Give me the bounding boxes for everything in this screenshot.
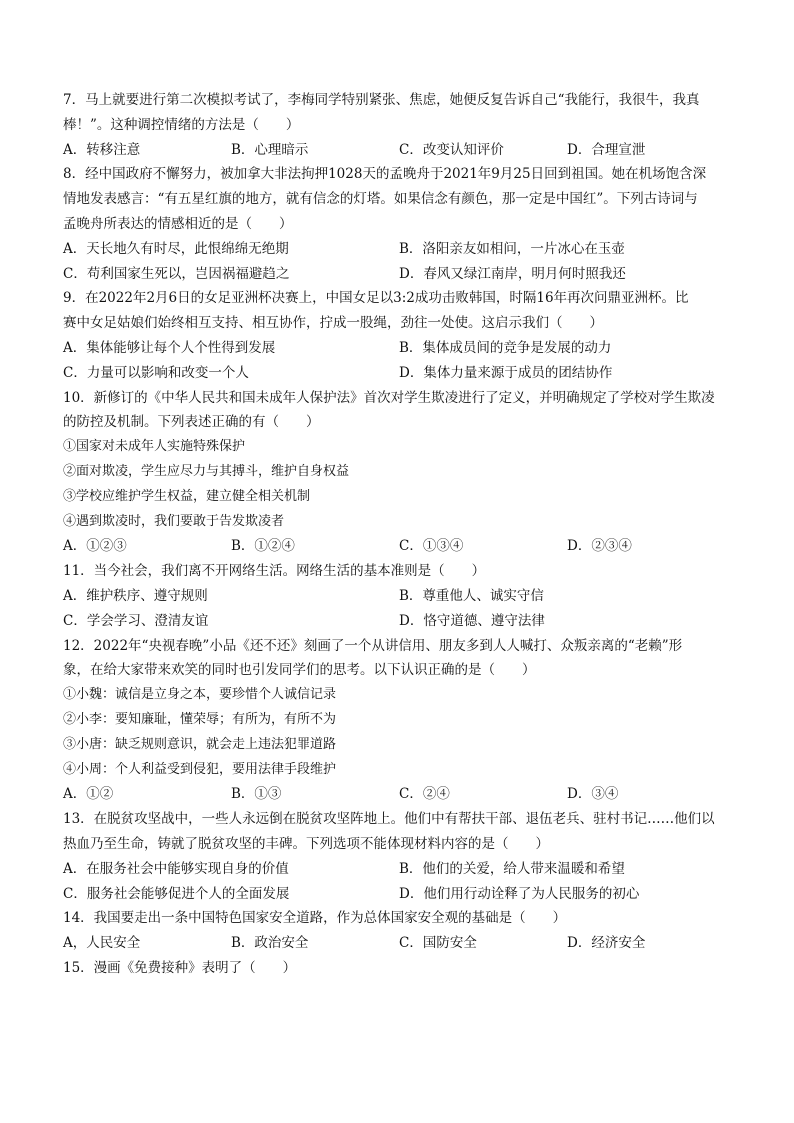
question-11-stem xyxy=(63,559,743,584)
question-8-stem xyxy=(63,162,743,236)
option-d: D．他们用行动诠释了为人民服务的初心 xyxy=(399,885,640,902)
option-d: D．③④ xyxy=(567,786,619,803)
stem-line: 热血乃至生命，铸就了脱贫攻坚的丰碑。下列选项不能体现材料内容的是（ ） xyxy=(63,835,549,852)
option-a: A．天长地久有时尽，此恨绵绵无绝期 xyxy=(63,240,289,257)
question-12-options xyxy=(63,782,743,807)
question-13-stem xyxy=(63,807,743,857)
question-15-stem xyxy=(63,956,743,981)
stem-line: 7．马上就要进行第二次模拟考试了，李梅同学特别紧张、焦虑，她便反复告诉自己“我能行，我很牛，我真 xyxy=(63,92,700,108)
stem-line: 棒！”。这种调控情绪的方法是（ ） xyxy=(63,116,300,133)
option-a: A．在服务社会中能够实现自身的价值 xyxy=(63,860,289,877)
statement-4: ④小周：个人利益受到侵犯，要用法律手段维护 xyxy=(63,761,337,777)
option-b: B．洛阳亲友如相问，一片冰心在玉壶 xyxy=(399,240,625,257)
stem-line: 15．漫画《免费接种》表明了（ ） xyxy=(63,960,297,976)
option-d: D．集体力量来源于成员的团结协作 xyxy=(399,364,613,381)
stem-line: 12．2022年“央视春晚”小品《还不还》刻画了一个从讲信用、朋友多到人人喊打、众叛亲离的“老赖”形 xyxy=(63,637,683,654)
option-a: A．①②③ xyxy=(63,538,127,555)
stem-line: 10．新修订的《中华人民共和国未成年人保护法》首次对学生欺凌进行了定义，并明确规定了学校对学生欺凌 xyxy=(63,389,715,406)
option-d: D．合理宣泄 xyxy=(567,141,646,158)
stem-line: 8．经中国政府不懈努力，被加拿大非法拘押1028天的孟晚舟于2021年9月25日回到祖国。她在机场饱含深 xyxy=(63,166,707,183)
option-b: B．心理暗示 xyxy=(231,141,309,158)
question-9-options-row1 xyxy=(63,336,743,361)
question-8-options-row2 xyxy=(63,262,743,287)
option-a: A．维护秩序、遵守规则 xyxy=(63,588,208,604)
option-d: D．春风又绿江南岸，明月何时照我还 xyxy=(399,265,626,282)
option-a: A，人民安全 xyxy=(63,935,141,952)
option-b: B．他们的关爱，给人带来温暖和希望 xyxy=(399,860,625,877)
option-a: A．转移注意 xyxy=(63,141,141,158)
statement-1: ①小魏：诚信是立身之本，要珍惜个人诚信记录 xyxy=(63,687,337,703)
question-10-stem xyxy=(63,386,743,436)
option-d: D．经济安全 xyxy=(567,935,646,952)
question-7-options xyxy=(63,138,743,163)
question-8-options-row1 xyxy=(63,237,743,262)
option-c: C．苟利国家生死以，岂因祸福避趋之 xyxy=(63,265,290,282)
question-7-stem xyxy=(63,88,743,138)
option-d: D．②③④ xyxy=(567,538,632,555)
option-a: A．集体能够让每个人个性得到发展 xyxy=(63,340,276,356)
option-c: C．改变认知评价 xyxy=(399,141,504,158)
question-12-stem xyxy=(63,634,743,684)
option-b: B．①②④ xyxy=(231,538,295,555)
stem-line: 9．在2022年2月6日的女足亚洲杯决赛上，中国女足以3:2成功击败韩国，时隔16年再次问鼎亚洲杯。比 xyxy=(63,290,689,307)
statement-2: ②小李：要知廉耻，懂荣辱；有所为，有所不为 xyxy=(63,712,337,727)
option-c: C．学会学习、澄清友谊 xyxy=(63,612,209,629)
option-c: C．②④ xyxy=(399,786,450,803)
stem-line: 14．我国要走出一条中国特色国家安全道路，作为总体国家安全观的基础是（ ） xyxy=(63,910,567,927)
stem-line: 象，在给大家带来欢笑的同时也引发同学们的思考。以下认识正确的是（ ） xyxy=(63,662,536,679)
stem-line: 的防控及机制。下列表述正确的有（ ） xyxy=(63,414,320,431)
stem-line: 13．在脱贫攻坚战中，一些人永远倒在脱贫攻坚阵地上。他们中有帮扶干部、退伍老兵、驻村书记……他们以 xyxy=(63,811,715,828)
statement-4: ④遇到欺凌时，我们要敢于告发欺凌者 xyxy=(63,513,285,529)
question-9-stem xyxy=(63,286,743,336)
option-b: B．集体成员间的竞争是发展的动力 xyxy=(399,340,612,356)
question-13-options-row1 xyxy=(63,857,743,882)
question-13-options-row2 xyxy=(63,882,743,907)
question-14-options xyxy=(63,931,743,956)
question-11-options-row1 xyxy=(63,584,743,609)
option-b: B．尊重他人、诚实守信 xyxy=(399,588,544,604)
stem-line: 孟晚舟所表达的情感相近的是（ ） xyxy=(63,215,293,232)
question-9-options-row2 xyxy=(63,361,743,386)
statement-2: ②面对欺凌，学生应尽力与其搏斗，维护自身权益 xyxy=(63,464,350,479)
stem-line: 11．当今社会，我们离不开网络生活。网络生活的基本准则是（ ） xyxy=(63,563,486,580)
option-c: C．服务社会能够促进个人的全面发展 xyxy=(63,885,290,902)
option-c: C．力量可以影响和改变一个人 xyxy=(63,364,249,381)
statement-3: ③小唐：缺乏规则意识，就会走上违法犯罪道路 xyxy=(63,736,337,752)
option-c: C．①③④ xyxy=(399,538,464,555)
statement-3: ③学校应维护学生权益，建立健全相关机制 xyxy=(63,488,311,504)
stem-line: 情地发表感言：“有五星红旗的地方，就有信念的灯塔。如果信念有颜色，那一定是中国红”。下列古诗词与 xyxy=(63,191,698,208)
statement-1: ①国家对未成年人实施特殊保护 xyxy=(63,439,246,455)
option-b: B．政治安全 xyxy=(231,935,309,952)
option-b: B．①③ xyxy=(231,786,282,803)
stem-line: 赛中女足姑娘们始终相互支持、相互协作，拧成一股绳，劲往一处使。这启示我们（ ） xyxy=(63,315,603,332)
option-a: A．①② xyxy=(63,786,114,803)
question-11-options-row2 xyxy=(63,609,743,634)
option-d: D．恪守道德、遵守法律 xyxy=(399,612,545,629)
question-10-options xyxy=(63,534,743,559)
option-c: C．国防安全 xyxy=(399,935,477,952)
question-14-stem xyxy=(63,906,743,931)
